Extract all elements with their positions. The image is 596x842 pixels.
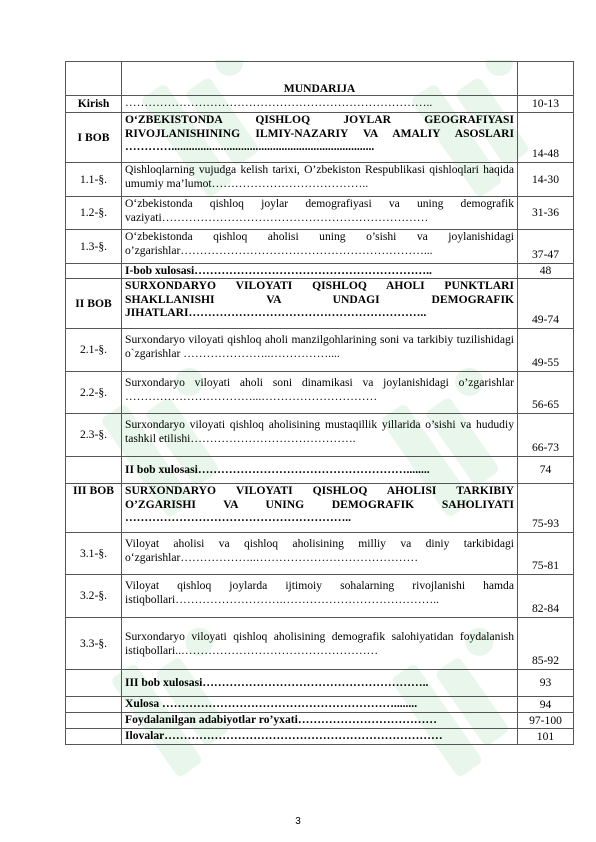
toc-row bbox=[66, 163, 574, 197]
toc-section-number: I BOB bbox=[66, 113, 122, 163]
toc-row bbox=[66, 414, 574, 457]
toc-page: 74 bbox=[518, 457, 574, 484]
table-of-contents bbox=[65, 61, 574, 745]
toc-section-number: 1.1-§. bbox=[66, 163, 122, 197]
toc-row bbox=[66, 264, 574, 279]
toc-section-number: 1.3-§. bbox=[66, 230, 122, 264]
toc-row bbox=[66, 279, 574, 329]
toc-page: 49-74 bbox=[518, 279, 574, 329]
toc-section-number: 1.2-§. bbox=[66, 197, 122, 230]
toc-row bbox=[66, 96, 574, 113]
toc-entry-text: Xulosa ……………………………………………………........ bbox=[122, 697, 518, 713]
toc-section-number: 2.3-§. bbox=[66, 414, 122, 457]
toc-section-number: 3.3-§. bbox=[66, 618, 122, 670]
toc-row bbox=[66, 729, 574, 745]
toc-entry-text: Surxondaryo viloyati qishloq aholi manzilgohlarining soni va tarkibiy tuzilishidagi o`zgarishlar …………………..…………….... bbox=[122, 329, 518, 372]
toc-entry-text: Foydalanilgan adabiyotlar ro’yxati……………………………… bbox=[122, 713, 518, 729]
toc-page: 93 bbox=[518, 670, 574, 697]
toc-row bbox=[66, 230, 574, 264]
toc-section-number: Kirish bbox=[66, 96, 122, 113]
toc-section-number bbox=[66, 729, 122, 745]
toc-section-number bbox=[66, 697, 122, 713]
toc-entry-text: Surxondaryo viloyati qishloq aholisining mustaqillik yillarida o’sishi va hududiy tashkil etilishi……………………………………. bbox=[122, 414, 518, 457]
toc-page: 31-36 bbox=[518, 197, 574, 230]
toc-row bbox=[66, 713, 574, 729]
toc-entry-text: O‘ZBEKISTONDA QISHLOQ JOYLAR GEOGRAFIYASI RIVOJLANISHINING ILMIY-NAZARIY VA AMALIY ASOSLARI …………...................................................................... bbox=[122, 113, 518, 163]
toc-page: 66-73 bbox=[518, 414, 574, 457]
toc-entry-text: …………………………………………………………………….. bbox=[122, 96, 518, 113]
toc-page: 101 bbox=[518, 729, 574, 745]
toc-row bbox=[66, 697, 574, 713]
toc-page: 14-30 bbox=[518, 163, 574, 197]
toc-entry-text: III bob xulosasi………………………………………………….. bbox=[122, 670, 518, 697]
toc-page: 82-84 bbox=[518, 575, 574, 618]
toc-row bbox=[66, 533, 574, 575]
toc-entry-text: Viloyat aholisi va qishloq aholisining milliy va diniy tarkibidagi o‘zgarishlar………………..…………………………………… bbox=[122, 533, 518, 575]
toc-section-number: 3.1-§. bbox=[66, 533, 122, 575]
toc-page: 14-48 bbox=[518, 113, 574, 163]
toc-page: 37-47 bbox=[518, 230, 574, 264]
toc-page: 75-93 bbox=[518, 484, 574, 533]
toc-row bbox=[66, 329, 574, 372]
toc-page: 49-55 bbox=[518, 329, 574, 372]
toc-section-number: 3.2-§. bbox=[66, 575, 122, 618]
toc-row bbox=[66, 113, 574, 163]
toc-page: 97-100 bbox=[518, 713, 574, 729]
toc-section-number: II BOB bbox=[66, 279, 122, 329]
toc-title: MUNDARIJA bbox=[122, 62, 518, 96]
toc-entry-text: O‘zbekistonda qishloq joylar demografiyasi va uning demografik vaziyati…………………………………………………………… bbox=[122, 197, 518, 230]
toc-row bbox=[66, 197, 574, 230]
toc-row bbox=[66, 457, 574, 484]
toc-entry-text: Qishloqlarning vujudga kelish tarixi, O’zbekiston Respublikasi qishloqlari haqida umumiy ma’lumot………………………………….. bbox=[122, 163, 518, 197]
page-number: 3 bbox=[295, 816, 301, 827]
toc-row bbox=[66, 575, 574, 618]
toc-section-number: 2.1-§. bbox=[66, 329, 122, 372]
toc-entry-text: Ilovalar……………………………………………………………… bbox=[122, 729, 518, 745]
toc-entry-text: Surxondaryo viloyati qishloq aholisining demografik salohiyatidan foydalanish istiqbollari..…………………………………………… bbox=[122, 618, 518, 670]
toc-entry-text: Viloyat qishloq joylarda ijtimoiy sohalarning rivojlanishi hamda istiqbollari……………………….………………………………….. bbox=[122, 575, 518, 618]
toc-section-number: 2.2-§. bbox=[66, 372, 122, 414]
toc-section-number: III BOB bbox=[66, 484, 122, 533]
toc-section-number bbox=[66, 457, 122, 484]
toc-row bbox=[66, 670, 574, 697]
toc-section-number bbox=[66, 713, 122, 729]
toc-page: 85-92 bbox=[518, 618, 574, 670]
toc-row bbox=[66, 484, 574, 533]
toc-row bbox=[66, 372, 574, 414]
toc-page: 10-13 bbox=[518, 96, 574, 113]
toc-entry-text: II bob xulosasi………………………………………………........ bbox=[122, 457, 518, 484]
toc-entry-text: SURXONDARYO VILOYATI QISHLOQ AHOLI PUNKTLARI SHAKLLANISHI VA UNDAGI DEMOGRAFIK JIHATLARI…………………………………………………….. bbox=[122, 279, 518, 329]
toc-section-number bbox=[66, 264, 122, 279]
toc-section-number bbox=[66, 670, 122, 697]
toc-entry-text: SURXONDARYO VILOYATI QISHLOQ AHOLISI TARKIBIY O’ZGARISHI VA UNING DEMOGRAFIK SAHOLIYATI ………………………………………………….. bbox=[122, 484, 518, 533]
toc-entry-text: I-bob xulosasi…………………………………………………….. bbox=[122, 264, 518, 279]
toc-page: 56-65 bbox=[518, 372, 574, 414]
toc-entry-text: Surxondaryo viloyati aholi soni dinamikasi va joylanishidagi o’zgarishlar ……………………………...………………………… bbox=[122, 372, 518, 414]
toc-page: 94 bbox=[518, 697, 574, 713]
toc-page: 75-81 bbox=[518, 533, 574, 575]
toc-row bbox=[66, 618, 574, 670]
toc-entry-text: O‘zbekistonda qishloq aholisi uning o’sishi va joylanishidagi o’zgarishlar………………………………………………………... bbox=[122, 230, 518, 264]
toc-page: 48 bbox=[518, 264, 574, 279]
